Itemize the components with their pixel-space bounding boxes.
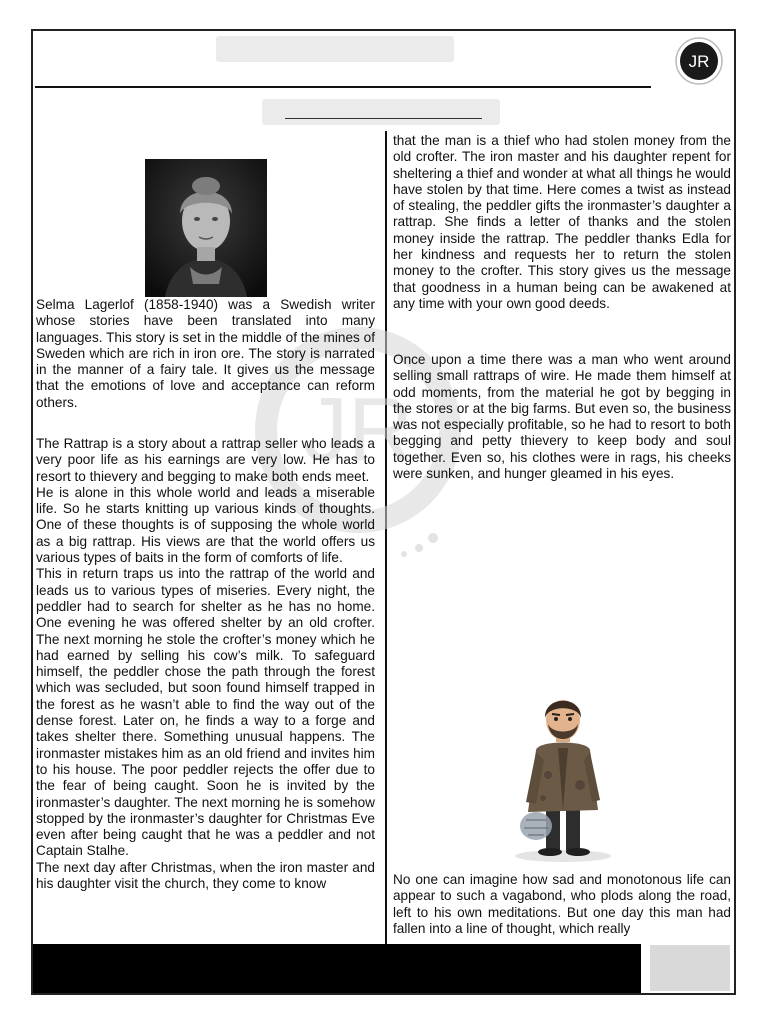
right-column-top: [393, 133, 731, 312]
story-continued-paragraph: No one can imagine how sad and monotonous life can appear to such a vagabond, who plods along the road, left to his own meditations. But one day this man had fallen into a line of thought, which really: [393, 872, 731, 936]
left-column-summary: [36, 436, 375, 892]
author-intro-paragraph: Selma Lagerlof (1858-1940) was a Swedish writer whose stories have been translated into many languages. This story is set in the middle of the mines of Sweden which are rich in iron ore. The story is narrated in the manner of a fairy tale. It gives us the message that the emotions of love and acceptance can reform others.: [36, 297, 375, 410]
summary-paragraph-3: This in return traps us into the rattrap of the world and leads us to various types of miseries. Every night, the peddler had to search for shelter as he has no home. One evening he was offered shelter by an old crofter. The next morning he stole the crofter’s money which he had earned by selling his cow’s milk. To safeguard himself, the peddler chose the path through the forest which was secluded, but soon found himself trapped in the forest as he wasn’t able to find the way out of the dense forest. Later on, he finds a way to a forge and takes shelter there. Something unusual happens. The ironmaster mistakes him as an old friend and invites him to his house. The poor peddler rejects the offer due to the fear of being caught. Soon he is invited by the ironmaster’s daughter. The next morning he is somehow stopped by the ironmaster’s daughter for Christmas Eve even after being caught that he was a peddler and not Captain Stalhe.: [36, 566, 375, 859]
logo-text: JR: [688, 52, 710, 71]
section-title-rule: [285, 118, 482, 119]
summary-paragraph-2: He is alone in this whole world and leads a miserable life. So he starts knitting up various kinds of thoughts. One of these thoughts is of supposing the whole world as a big rattrap. His views are that the world offers us various types of baits in the form of comforts of life.: [36, 484, 375, 566]
footer-bar: [33, 944, 641, 993]
author-portrait-icon: [145, 159, 267, 297]
summary-continuation-paragraph: that the man is a thief who had stolen money from the old crofter. The iron master and his daughter repent for sheltering a thief and wonder at what all things he would have stolen by that time. Here comes a twist as instead of stealing, the peddler gifts the ironmaster’s daughter a rattrap. She finds a letter of thanks and the stolen money inside the rattrap. The peddler thanks Edla for her kindness and requests her to return the stolen money to the crofter. This story gives us the message that goodness in a human being can be awakened at any time with your own good deeds.: [393, 133, 731, 311]
right-column-bottom: [393, 872, 731, 937]
vagabond-illustration-icon: [508, 690, 618, 865]
header-rule: [35, 86, 651, 88]
footer-page-box: [650, 945, 730, 991]
svg-text:JR: JR: [303, 380, 413, 480]
section-title-placeholder: [262, 99, 500, 125]
summary-paragraph-4: The next day after Christmas, when the iron master and his daughter visit the church, they come to know: [36, 859, 375, 892]
summary-paragraph-1: The Rattrap is a story about a rattrap seller who leads a very poor life as his earnings are very low. He has to resort to thievery and begging to make both ends meet.: [36, 436, 375, 484]
header-title-placeholder: [216, 36, 454, 62]
left-column-top: [36, 297, 375, 411]
story-opening-paragraph: Once upon a time there was a man who went around selling small rattraps of wire. He made them himself at odd moments, from the material he got by begging in the stores or at the big farms. But even so, the business was not especially profitable, so he had to resort to both begging and petty thievery to keep body and soul together. Even so, his clothes were in rags, his cheeks were sunken, and hunger gleamed in his eyes.: [393, 352, 731, 482]
column-divider: [385, 131, 387, 945]
right-column-story: [393, 352, 731, 482]
jr-logo-icon: [674, 36, 724, 86]
